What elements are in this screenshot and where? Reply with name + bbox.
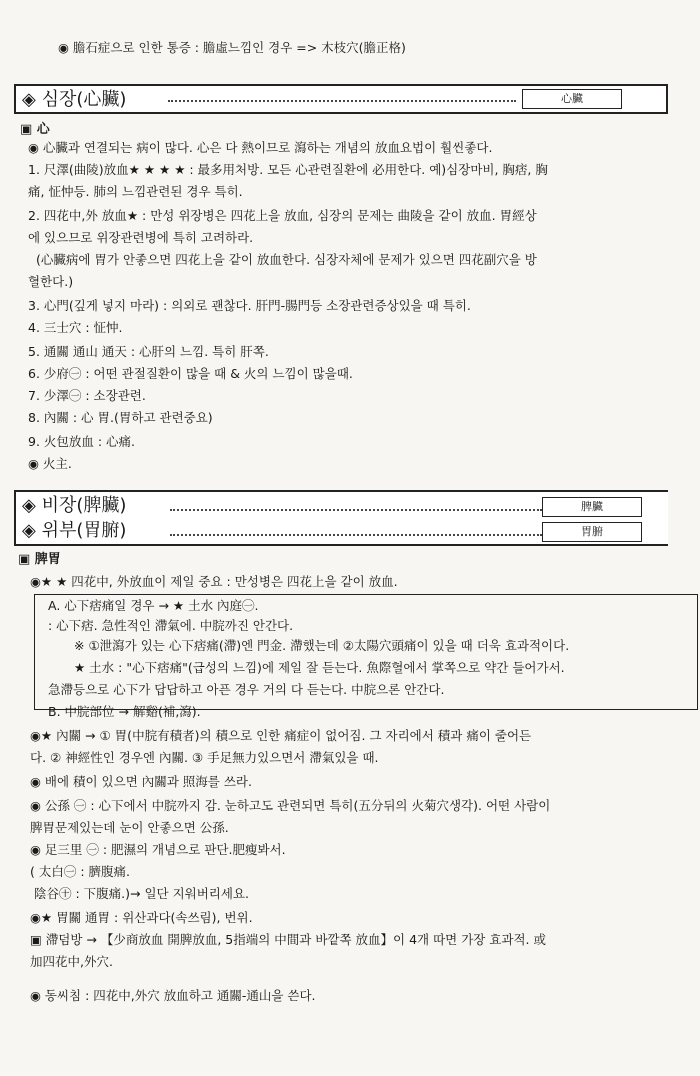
heart-line: 9. 火包放血 : 心痛. bbox=[28, 434, 136, 449]
top-line: ◉ 膽石症으로 인한 통증 : 膽虛느낌인 경우 => 木枝穴(膽正格) bbox=[58, 40, 406, 55]
spleen-line: ◉★ 胃關 通胃 : 위산과다(속쓰림), 번위. bbox=[30, 910, 253, 925]
stomach-section-title: ◈ 위부(胃腑) bbox=[22, 520, 127, 541]
spleen-subheading: ▣ 脾胃 bbox=[18, 552, 61, 567]
spleen-line: ◉★ 內關 → ① 胃(中脘有積者)의 積으로 인한 痛症이 없어짐. 그 자리에서 積과 痛이 줄어든 bbox=[30, 728, 532, 743]
heart-line: (心臟病에 胃가 안좋으면 四花上을 같이 放血한다. 심장자체에 문제가 있으면 四花副穴을 방 bbox=[36, 252, 537, 267]
heart-line: 혈한다.) bbox=[28, 274, 74, 289]
boxed-line: ★ 土水 : "心下痞痛"(급성의 느낌)에 제일 잘 듣는다. 魚際혈에서 掌쪽으로 약간 들어가서. bbox=[74, 660, 565, 675]
leader-dots bbox=[170, 534, 542, 536]
spleen-section-header bbox=[14, 490, 668, 546]
spleen-line: ◉ 배에 積이 있으면 內關과 照海를 쓰라. bbox=[30, 774, 252, 789]
spleen-line: ( 太白㊀ : 臍腹痛. bbox=[30, 864, 130, 879]
heart-line: ◉ 心臟과 연결되는 病이 많다. 心은 다 熱이므로 瀉하는 개념의 放血요법이 훨씬좋다. bbox=[28, 140, 493, 155]
spleen-line: ◉ 足三里 ㊀ : 肥濕의 개념으로 판단.肥瘦봐서. bbox=[30, 842, 286, 857]
heart-subheading: ▣ 心 bbox=[20, 122, 50, 137]
boxed-line: A. 心下痞痛일 경우 → ★ 土水 內庭㊀. bbox=[48, 598, 259, 613]
spleen-line: 加四花中,外穴. bbox=[30, 954, 113, 969]
heart-line: 6. 少府㊀ : 어떤 관절질환이 많을 때 & 火의 느낌이 많을때. bbox=[28, 366, 353, 381]
spleen-line: 陰谷㊉ : 下腹痛.)→ 일단 지워버리세요. bbox=[34, 886, 250, 901]
leader-dots bbox=[168, 100, 516, 102]
heart-line: ◉ 火主. bbox=[28, 456, 72, 471]
heart-line: 3. 心門(깊게 넣지 마라) : 의외로 괜찮다. 肝門-腸門등 소장관련증상있을 때 특히. bbox=[28, 298, 471, 313]
heart-section-title: ◈ 심장(心臟) bbox=[22, 89, 127, 110]
boxed-line: B. 中脘部位 → 解谿(補,瀉). bbox=[48, 704, 201, 719]
spleen-line: ▣ 滯덤방 → 【少商放血 開脾放血, 5指端의 中間과 바깥쪽 放血】이 4개 따면 가장 효과적. 或 bbox=[30, 932, 546, 947]
spleen-intro: ◉★ ★ 四花中, 外放血이 제일 중요 : 만성병은 四花上을 같이 放血. bbox=[30, 574, 398, 589]
spleen-section-box: 脾臟 bbox=[542, 497, 642, 517]
spleen-line: ◉ 公孫 ㊀ : 心下에서 中脘까지 감. 눈하고도 관련되면 특히(五分뒤의 火菊穴생각). 어떤 사람이 bbox=[30, 798, 551, 813]
spleen-section-title: ◈ 비장(脾臟) bbox=[22, 495, 127, 516]
heart-line: 4. 三士穴 : 怔忡. bbox=[28, 320, 123, 335]
boxed-line: : 心下痞. 急性적인 滯氣에. 中脘까진 안간다. bbox=[48, 618, 294, 633]
boxed-line: ※ ①泄瀉가 있는 心下痞痛(滯)엔 門金. 滯했는데 ②太陽穴頭痛이 있을 때 더욱 효과적이다. bbox=[74, 638, 570, 653]
spleen-line: ◉ 동씨침 : 四花中,外穴 放血하고 通關-通山을 쓴다. bbox=[30, 988, 316, 1003]
heart-line: 에 있으므로 위장관련병에 특히 고려하라. bbox=[28, 230, 254, 245]
spleen-line: 다. ② 神經性인 경우엔 內關. ③ 手足無力있으면서 滯氣있을 때. bbox=[30, 750, 379, 765]
heart-line: 1. 尺澤(曲陵)放血★ ★ ★ ★ : 最多用처방. 모든 心관련질환에 必用한다. 예)심장마비, 胸痞, 胸 bbox=[28, 162, 548, 177]
heart-line: 5. 通關 通山 通天 : 心肝의 느낌. 특히 肝쪽. bbox=[28, 344, 269, 359]
heart-line: 8. 內關 : 心 胃.(胃하고 관련중요) bbox=[28, 410, 213, 425]
spleen-line: 脾胃문제있는데 눈이 안좋으면 公孫. bbox=[30, 820, 229, 835]
heart-section-box: 心臟 bbox=[522, 89, 622, 109]
heart-line: 2. 四花中,外 放血★ : 만성 위장병은 四花上을 放血, 심장의 문제는 曲陵을 같이 放血. 胃經상 bbox=[28, 208, 537, 223]
leader-dots bbox=[170, 509, 542, 511]
heart-line: 7. 少澤㊀ : 소장관련. bbox=[28, 388, 146, 403]
heart-line: 痛, 怔忡등. 肺의 느낌관련된 경우 특히. bbox=[28, 184, 243, 199]
stomach-section-box: 胃腑 bbox=[542, 522, 642, 542]
boxed-line: 急滯등으로 心下가 답답하고 아픈 경우 거의 다 듣는다. 中脘으론 안간다. bbox=[48, 682, 445, 697]
heart-section-header bbox=[14, 84, 668, 114]
